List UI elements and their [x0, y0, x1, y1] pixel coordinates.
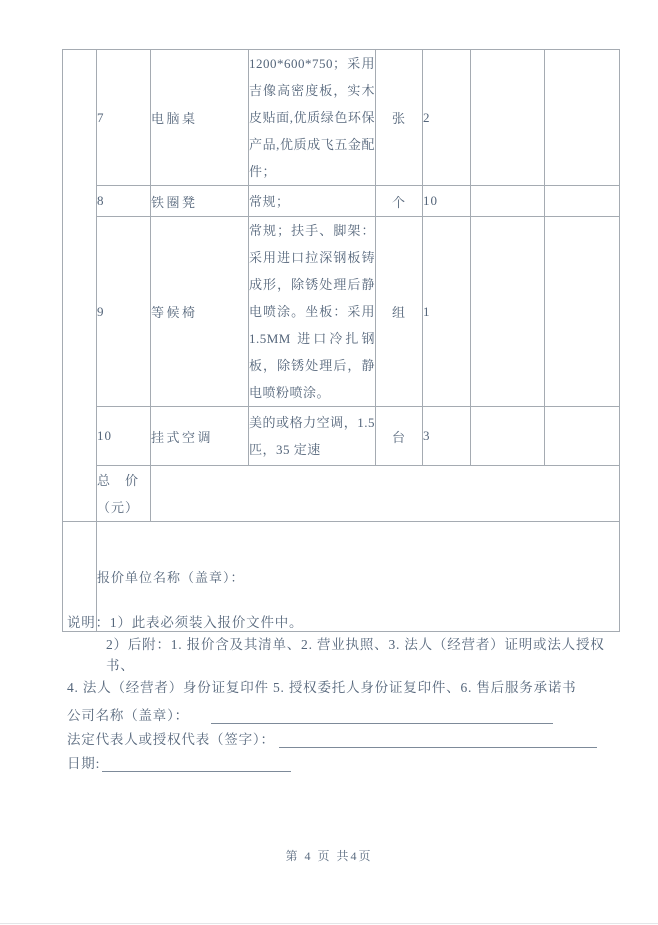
- item-unit-price: [471, 186, 545, 217]
- item-qty: 3: [423, 407, 471, 466]
- page-number: 第 4 页 共4页: [285, 849, 373, 863]
- item-total-price: [545, 407, 620, 466]
- item-no: 7: [97, 50, 151, 186]
- company-name-row: [67, 701, 597, 725]
- company-name-blank-line: [211, 709, 553, 724]
- date-blank-line: [102, 757, 291, 772]
- quote-company-cell: 报价单位名称（盖章）：: [97, 522, 620, 632]
- item-no: 8: [97, 186, 151, 217]
- total-label-line2: （元）: [97, 499, 140, 515]
- table-row: [63, 186, 620, 217]
- item-total-price: [545, 217, 620, 407]
- note-line-3: 4. 法人（经营者）身份证复印件 5. 授权委托人身份证复印件、6. 售后服务承诺书: [67, 679, 577, 695]
- item-qty: 2: [423, 50, 471, 186]
- item-spec: 常规；扶手、脚架：采用进口拉深钢板铸成形，除锈处理后静电喷涂。坐板：采用 1.5MM 进口冷扎钢板，除锈处理后，静电喷粉喷涂。: [249, 217, 376, 407]
- signature-block: [67, 701, 597, 773]
- scan-bottom-edge: [0, 923, 658, 924]
- item-qty: 1: [423, 217, 471, 407]
- item-spec: 1200*600*750；采用吉像高密度板，实木皮贴面,优质绿色环保产品,优质成飞五金配件；: [249, 50, 376, 186]
- item-name: 等候椅: [151, 217, 249, 407]
- table-row: [63, 50, 620, 186]
- item-no: 9: [97, 217, 151, 407]
- item-spec: 美的或格力空调，1.5匹，35 定速: [249, 407, 376, 466]
- company-name-label: 公司名称（盖章）：: [67, 708, 189, 723]
- total-label-line1: 总 价: [97, 472, 140, 488]
- item-unit: 个: [376, 186, 423, 217]
- item-unit-price: [471, 50, 545, 186]
- note-line-1: 说明：1）此表必须装入报价文件中。: [67, 615, 304, 630]
- item-name: 电脑桌: [151, 50, 249, 186]
- total-price-label: [97, 466, 151, 522]
- item-name: 铁圈凳: [151, 186, 249, 217]
- date-label: 日期:: [67, 756, 101, 771]
- item-unit-price: [471, 407, 545, 466]
- item-unit-price: [471, 217, 545, 407]
- date-row: [67, 749, 597, 773]
- table-row: [63, 217, 620, 407]
- item-unit: 组: [376, 217, 423, 407]
- table-row: [63, 407, 620, 466]
- quotation-table: [62, 49, 620, 632]
- item-no: 10: [97, 407, 151, 466]
- item-unit: 台: [376, 407, 423, 466]
- item-spec: 常规；: [249, 186, 376, 217]
- item-unit: 张: [376, 50, 423, 186]
- representative-label: 法定代表人或授权代表（签字）：: [67, 732, 275, 747]
- note-line-2: 2）后附：1. 报价含及其清单、2. 营业执照、3. 法人（经营者）证明或法人授权书、: [106, 636, 605, 673]
- item-total-price: [545, 186, 620, 217]
- total-price-value: [151, 466, 620, 522]
- item-total-price: [545, 50, 620, 186]
- item-name: 挂式空调: [151, 407, 249, 466]
- notes-block: [67, 612, 612, 698]
- representative-row: [67, 725, 597, 749]
- item-qty: 10: [423, 186, 471, 217]
- representative-blank-line: [279, 733, 597, 748]
- side-margin-cell: [63, 50, 97, 522]
- total-price-row: [63, 466, 620, 522]
